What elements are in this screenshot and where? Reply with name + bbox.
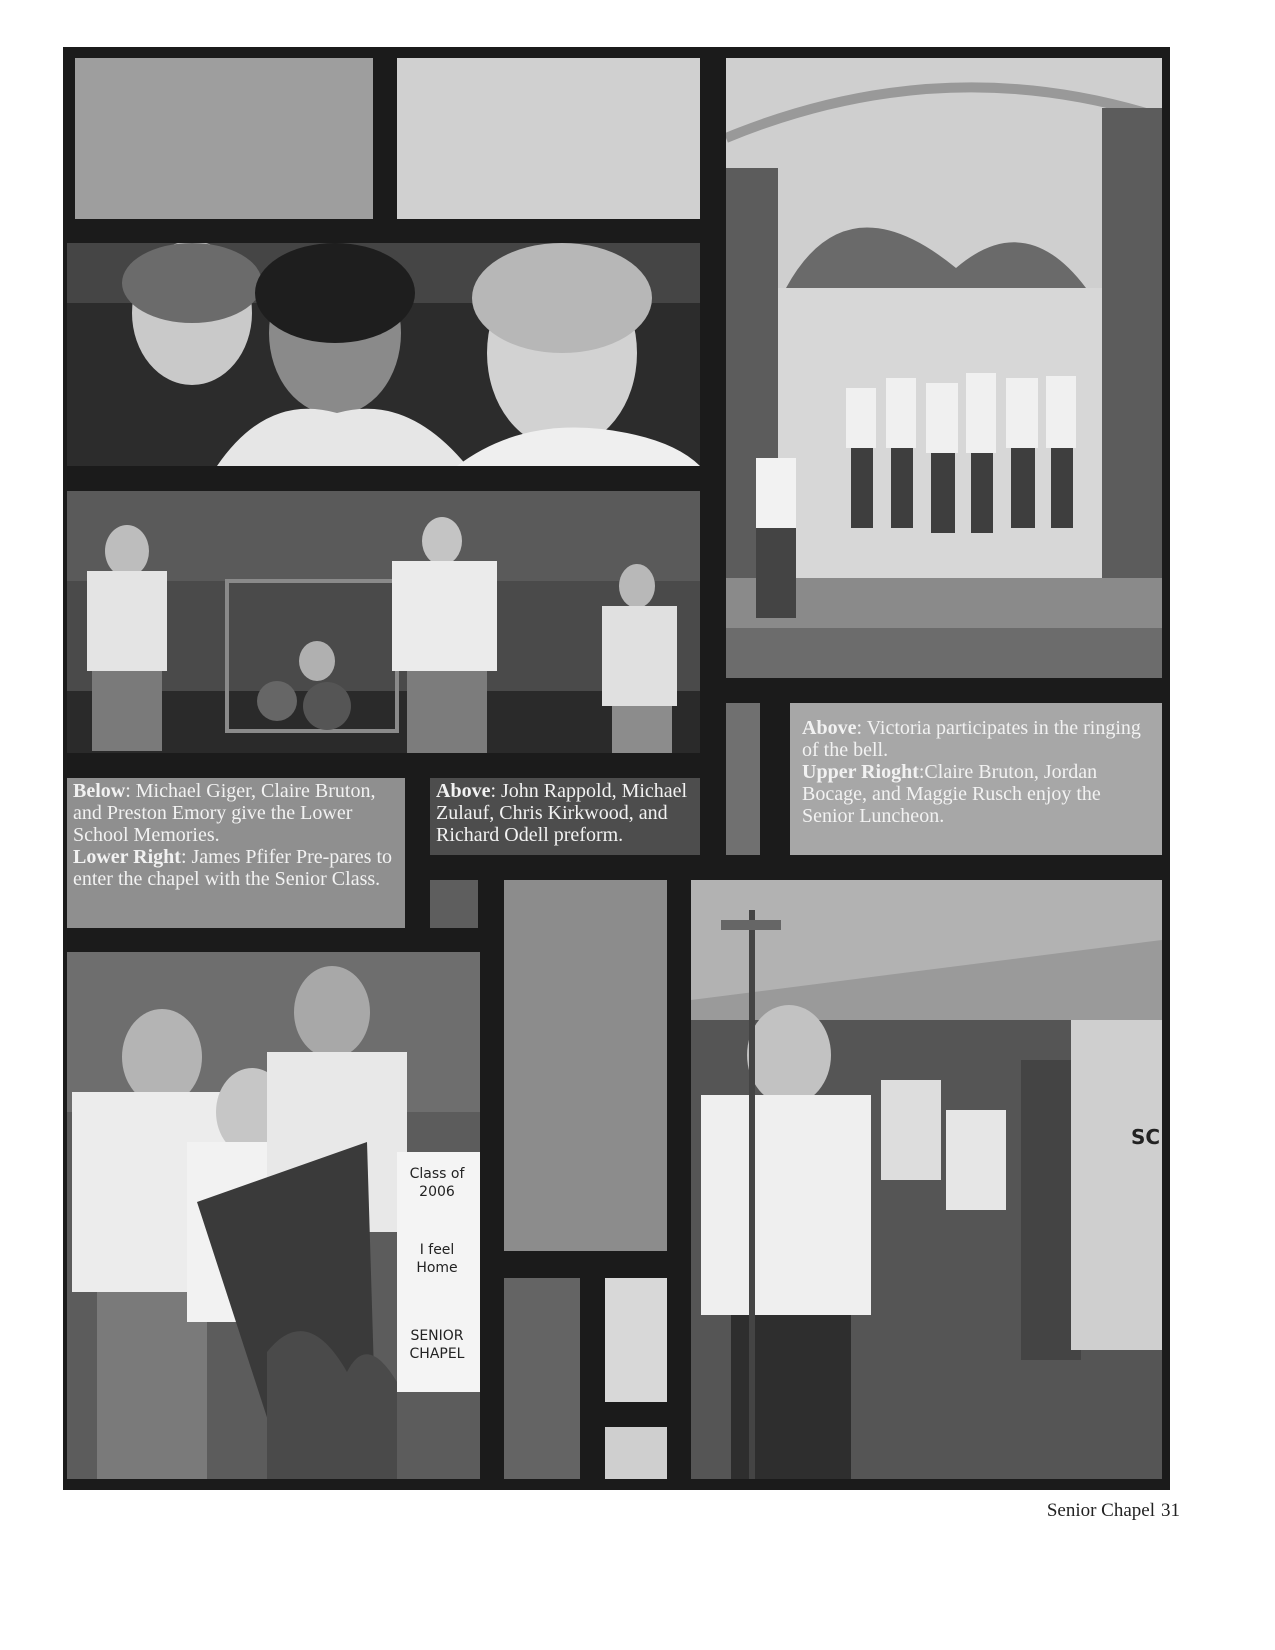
podium-sign-line-3: SENIOR CHAPEL	[409, 1328, 465, 1362]
caption-right-text-2: :Claire Bruton, Jordan Bocage, and Maggie Rusch enjoy the Senior Luncheon.	[802, 761, 1101, 827]
photo-band-performance	[67, 491, 700, 753]
caption-center-text: : John Rappold, Michael Zulauf, Chris Kirkwood, and Richard Odell preform.	[436, 780, 688, 846]
caption-right-paragraph-2	[802, 761, 1150, 827]
footer-section-title: Senior Chapel	[1046, 1500, 1155, 1521]
gray-block-narrow-right	[726, 703, 760, 855]
photo-senior-luncheon-girls-art	[67, 243, 700, 466]
caption-left-label-2: Lower Right	[73, 846, 181, 868]
photo-band-performance-art	[67, 491, 700, 753]
podium-sign-line-2: I feel Home	[416, 1242, 458, 1276]
mural-text: SC	[1131, 1125, 1161, 1149]
photo-senior-luncheon-girls	[67, 243, 700, 466]
caption-right-label-1: Above	[802, 717, 857, 739]
caption-center-label: Above	[436, 780, 491, 802]
gray-block-top-center	[397, 58, 700, 219]
caption-center-paragraph	[436, 780, 694, 846]
gray-block-lower-dark	[504, 1278, 580, 1479]
photo-bell-ringing	[726, 58, 1162, 678]
photo-podium-speakers	[67, 952, 480, 1479]
gray-block-top-left	[75, 58, 373, 219]
caption-right	[790, 703, 1162, 855]
caption-left-text-1: : Michael Giger, Claire Bruton, and Preston Emory give the Lower School Memories.	[73, 780, 376, 846]
photo-procession-cross-bearer	[691, 880, 1162, 1479]
caption-right-paragraph-1	[802, 717, 1150, 761]
caption-left-text-2: : James Pfifer Pre-pares to enter the chapel with the Senior Class.	[73, 846, 393, 890]
caption-left	[67, 778, 405, 928]
photo-bell-ringing-art	[726, 58, 1162, 678]
photo-procession-cross-bearer-art	[691, 880, 1162, 1479]
caption-right-label-2: Upper Rioght	[802, 761, 919, 783]
podium-sign-line-1: Class of 2006	[409, 1166, 465, 1200]
page-footer	[1047, 1500, 1180, 1522]
gray-block-lower-light1	[605, 1278, 667, 1402]
gray-block-lower-light2	[605, 1427, 667, 1479]
caption-right-text-1: : Victoria participates in the ringing of the bell.	[802, 717, 1141, 761]
gray-block-small-mid	[430, 880, 478, 928]
footer-page-number: 31	[1161, 1500, 1180, 1521]
caption-left-label-1: Below	[73, 780, 126, 802]
caption-center	[430, 778, 700, 855]
caption-left-paragraph-1	[73, 780, 399, 846]
podium-sign	[397, 1157, 477, 1387]
caption-left-paragraph-2	[73, 846, 399, 890]
gray-block-tall-center	[504, 880, 667, 1251]
